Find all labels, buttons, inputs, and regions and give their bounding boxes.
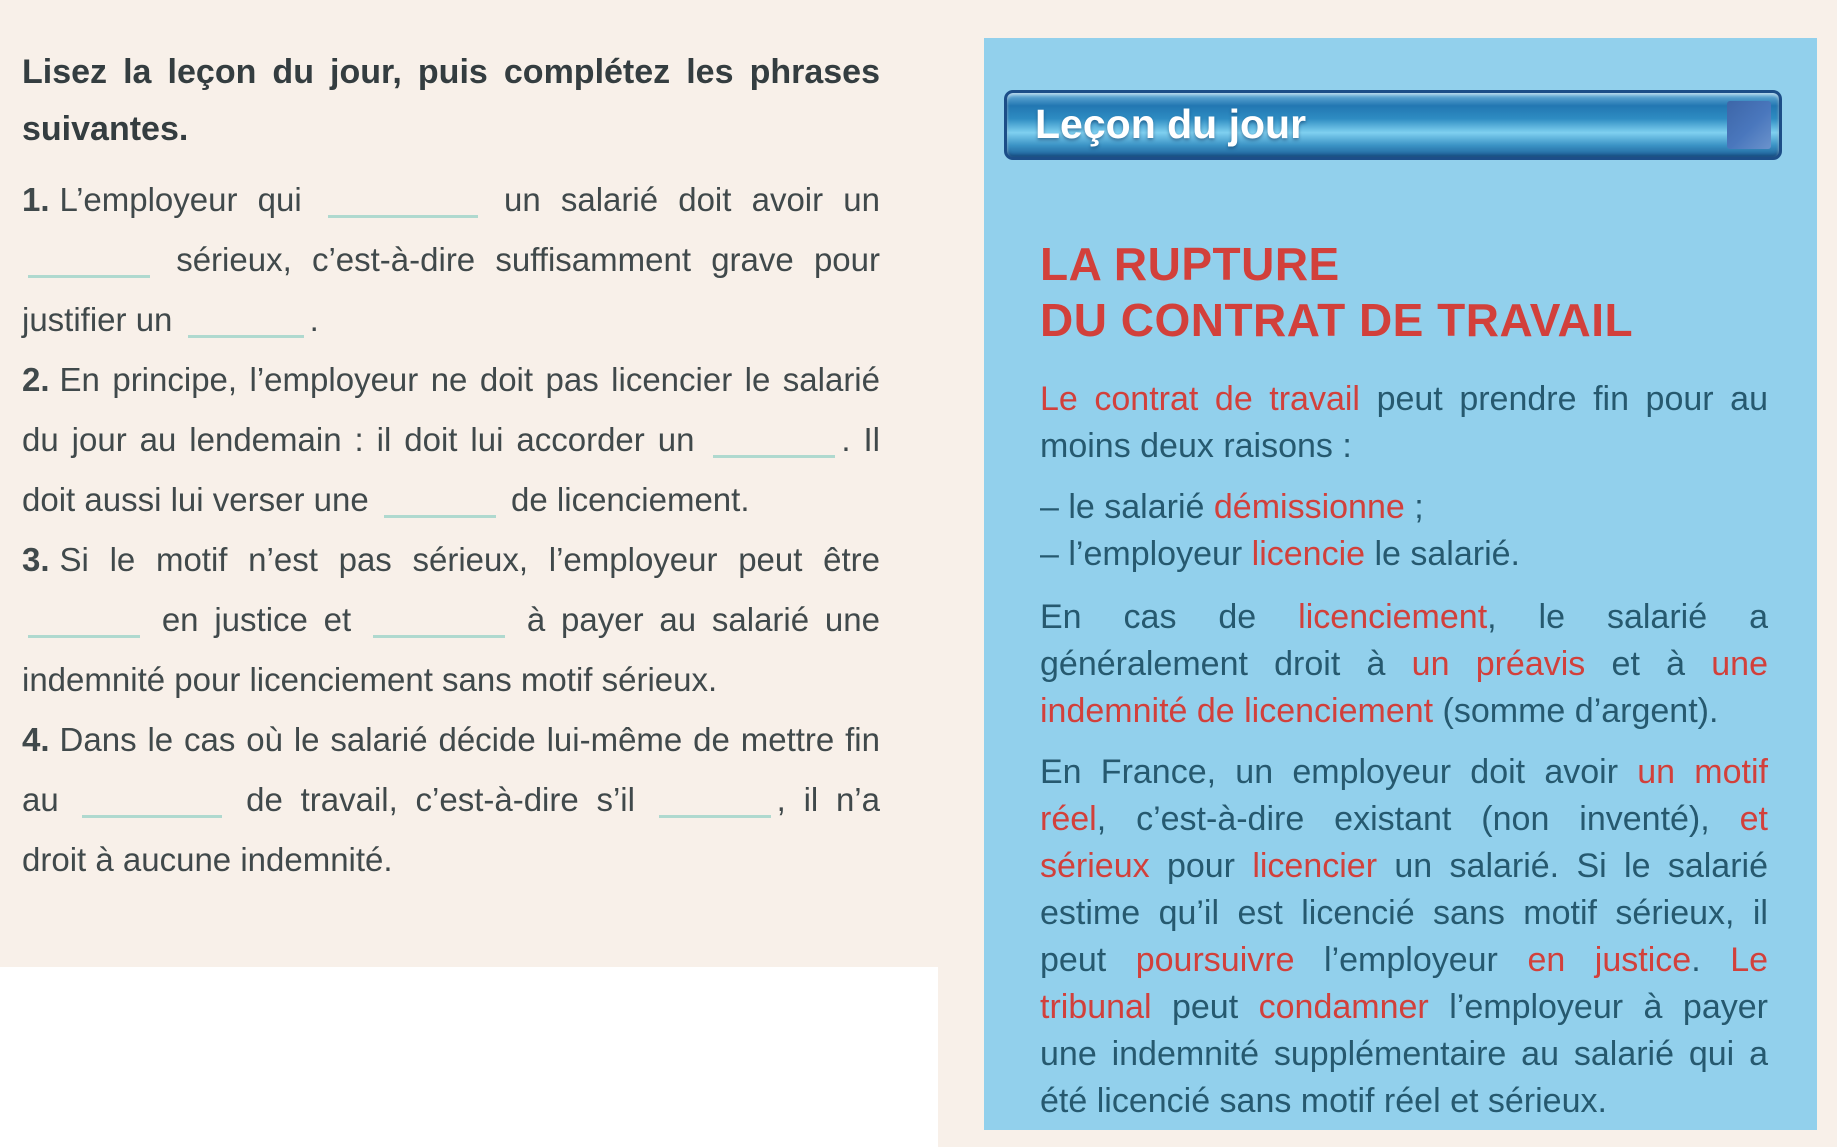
lesson-title-line2: DU CONTRAT DE TRAVAIL xyxy=(1040,294,1634,346)
exercise-section xyxy=(22,44,880,890)
answer-blank[interactable] xyxy=(28,275,150,278)
highlighted-term: une indemnité de licenciement xyxy=(1040,645,1768,730)
highlighted-term: et sérieux xyxy=(1040,800,1768,885)
answer-blank[interactable] xyxy=(28,635,140,638)
highlighted-term: un motif réel xyxy=(1040,753,1768,838)
item-number: 2. xyxy=(22,361,50,398)
lesson-title-bar xyxy=(1004,90,1782,160)
highlighted-term: licencie xyxy=(1251,535,1366,573)
item-number: 1. xyxy=(22,181,50,218)
highlighted-term: démissionne xyxy=(1213,488,1405,526)
highlighted-term: poursuivre xyxy=(1135,941,1295,979)
exercise-item-1: 1. L’employeur qui un salarié doit avoir un sérieux, c’est-à-dire suffisamment grave pour justifier un . xyxy=(22,181,880,338)
lesson-body xyxy=(1040,376,1768,1139)
exercise-item-4: 4. Dans le cas où le salarié décide lui-même de mettre fin au de travail, c’est-à-dire s’il , il n’a droit à aucune indemnité. xyxy=(22,721,880,878)
highlighted-term: Le tribunal xyxy=(1040,941,1769,1026)
highlighted-term: licenciement xyxy=(1298,598,1488,636)
answer-blank[interactable] xyxy=(188,335,304,338)
answer-blank[interactable] xyxy=(328,215,478,218)
item-number: 4. xyxy=(22,721,50,758)
lesson-paragraph-france: En France, un employeur doit avoir un motif réel, c’est-à-dire existant (non inventé), et sérieux pour licencier un salarié. Si le salarié estime qu’il est licencié sans motif sérieux, il peut poursuivre l’employeur en justice. Le tribunal peut condamner l’employeur à payer une indemnité supplémentaire au salarié qui a été licencié sans motif réel et sérieux. xyxy=(1040,753,1769,1120)
exercise-item-3: 3. Si le motif n’est pas sérieux, l’employeur peut être en justice et à payer au salarié une indemnité pour licenciement sans motif sérieux. xyxy=(22,541,880,698)
answer-blank[interactable] xyxy=(373,635,505,638)
answer-blank[interactable] xyxy=(713,455,835,458)
exercise-item-2: 2. En principe, l’employeur ne doit pas licencier le salarié du jour au lendemain : il doit lui accorder un . Il doit aussi lui verser une de licenciement. xyxy=(22,361,880,518)
exercise-instruction: Lisez la leçon du jour, puis complétez les phrases suivantes. xyxy=(22,53,880,148)
lesson-intro-paragraph: Le contrat de travail peut prendre fin pour au moins deux raisons : xyxy=(1040,380,1768,465)
lesson-title xyxy=(1040,236,1780,348)
highlighted-term: licencier xyxy=(1252,847,1378,885)
highlighted-term: condamner xyxy=(1258,988,1429,1026)
answer-blank[interactable] xyxy=(82,815,222,818)
highlighted-term: un préavis xyxy=(1411,645,1586,683)
lesson-bullet-2: – l’employeur licencie le salarié. xyxy=(1040,535,1521,573)
lesson-panel xyxy=(984,38,1817,1130)
item-number: 3. xyxy=(22,541,50,578)
bar-corner-ornament xyxy=(1727,101,1771,149)
highlighted-term: Le contrat de travail xyxy=(1040,380,1360,418)
lesson-title-line1: LA RUPTURE xyxy=(1040,238,1340,290)
lesson-paragraph-licenciement: En cas de licenciement, le salarié a généralement droit à un préavis et à une indemnité de licenciement (somme d’argent). xyxy=(1040,598,1768,730)
highlighted-term: en justice xyxy=(1527,941,1692,979)
lesson-bar-label: Leçon du jour xyxy=(1035,101,1307,147)
answer-blank[interactable] xyxy=(384,515,496,518)
answer-blank[interactable] xyxy=(659,815,771,818)
white-margin-block xyxy=(0,967,938,1147)
lesson-bullet-1: – le salarié démissionne ; xyxy=(1040,488,1424,526)
